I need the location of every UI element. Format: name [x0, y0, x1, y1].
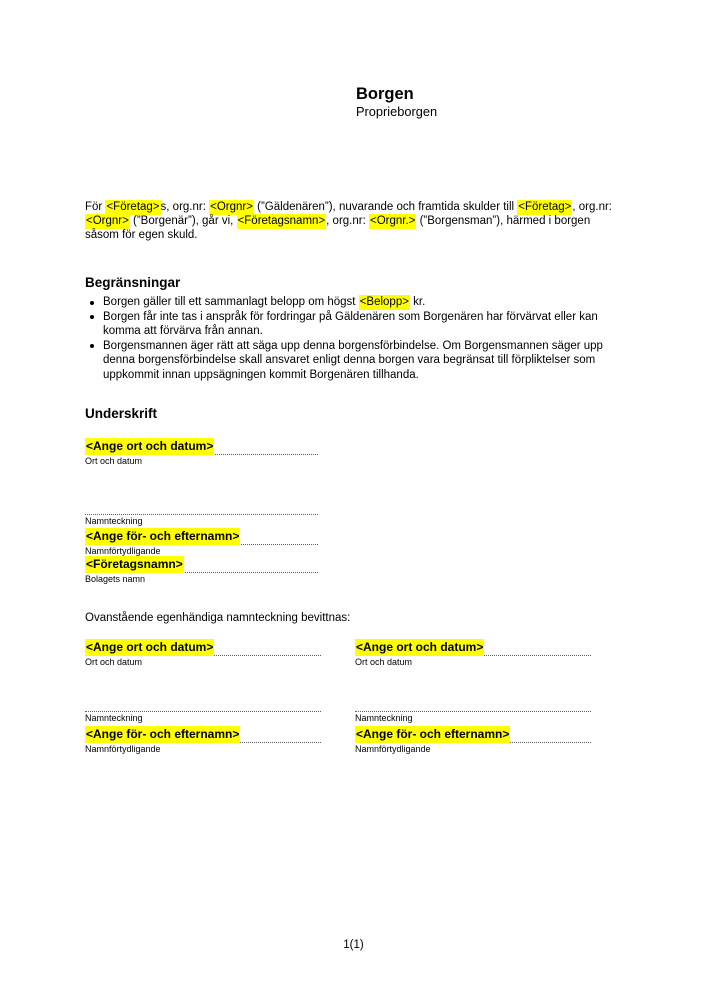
intro-text: (”Borgensman”), härmed i borgen såsom för egen skuld.: [85, 215, 591, 241]
witness-left-place-date-field: [85, 640, 321, 668]
list-item: [85, 310, 625, 339]
placeholder-foretag-1[interactable]: <Företag>: [106, 201, 160, 213]
field-label: Ort och datum: [85, 456, 143, 466]
placeholder-orgnr-2[interactable]: <Orgnr>: [86, 215, 129, 227]
title-block: [356, 85, 437, 120]
field-label: Namnteckning: [85, 516, 143, 526]
intro-text: För: [85, 201, 106, 213]
signature-line-field: [85, 500, 318, 527]
witness-signature-line[interactable]: [355, 697, 591, 712]
intro-paragraph: [85, 200, 627, 242]
intro-text: , org.nr:: [572, 201, 612, 213]
bullet-text: kr.: [409, 296, 426, 308]
witness-name-clarification-value[interactable]: <Ange för- och efternamn>: [85, 727, 321, 743]
place-date-field: [85, 439, 318, 467]
bullet-text: Borgen gäller till ett sammanlagt belopp om högst: [103, 296, 359, 308]
list-item: [85, 339, 625, 383]
bullet-icon: [90, 315, 94, 319]
witness-right-name-clarification-field: [355, 727, 591, 755]
witness-left-name-clarification-field: [85, 727, 321, 755]
intro-text: (”Gäldenären”), nuvarande och framtida skulder till: [253, 201, 518, 213]
signature-line[interactable]: [85, 500, 318, 515]
placeholder-foretagsnamn[interactable]: <Företagsnamn>: [237, 215, 326, 227]
witness-place-date-value[interactable]: <Ange ort och datum>: [85, 640, 321, 656]
bullet-text: Borgensmannen äger rätt att säga upp denna borgensförbindelse. Om Borgensmannen säger upp denna borgensförbindelse skall ansvaret enligt denna borgen vara begränsat till förpliktelser som uppkommit innan uppsägningen kommit Borgenären tillhanda.: [103, 339, 603, 381]
witness-intro: Ovanstående egenhändiga namnteckning bevittnas:: [85, 612, 351, 624]
witness-signature-line[interactable]: [85, 697, 321, 712]
field-label: Ort och datum: [85, 657, 143, 667]
field-label: Namnförtydligande: [85, 744, 161, 754]
placeholder-belopp[interactable]: <Belopp>: [359, 296, 409, 308]
intro-text: (”Borgenär”), går vi,: [129, 215, 237, 227]
list-item: [85, 295, 625, 310]
witness-right-place-date-field: [355, 640, 591, 668]
company-name-value[interactable]: <Företagsnamn>: [85, 557, 318, 573]
field-label: Namnteckning: [85, 713, 143, 723]
name-clarification-field: [85, 529, 318, 557]
limitations-heading: Begränsningar: [85, 275, 181, 290]
field-label: Namnförtydligande: [355, 744, 431, 754]
intro-text: , org.nr:: [326, 215, 369, 227]
field-label: Ort och datum: [355, 657, 413, 667]
witness-left-signature-line-field: [85, 697, 321, 724]
placeholder-orgnr-1[interactable]: <Orgnr>: [210, 201, 253, 213]
place-date-value[interactable]: <Ange ort och datum>: [85, 439, 318, 455]
field-label: Namnförtydligande: [85, 546, 161, 556]
bullet-text: Borgen får inte tas i anspråk för fordringar på Gäldenären som Borgenären har förvärvat eller kan komma att förvärva från annan.: [103, 310, 598, 337]
bullet-icon: [90, 301, 94, 305]
witness-name-clarification-value[interactable]: <Ange för- och efternamn>: [355, 727, 591, 743]
placeholder-foretag-2[interactable]: <Företag>: [518, 201, 572, 213]
witness-right-signature-line-field: [355, 697, 591, 724]
page-number: 1(1): [343, 939, 364, 951]
page-title: Borgen: [356, 85, 414, 103]
field-label: Namnteckning: [355, 713, 413, 723]
page-subtitle: Proprieborgen: [356, 104, 438, 119]
intro-text: s, org.nr:: [160, 201, 210, 213]
field-label: Bolagets namn: [85, 574, 146, 584]
signature-heading: Underskrift: [85, 406, 158, 421]
witness-place-date-value[interactable]: <Ange ort och datum>: [355, 640, 591, 656]
name-clarification-value[interactable]: <Ange för- och efternamn>: [85, 529, 318, 545]
company-name-field: [85, 557, 318, 585]
placeholder-orgnr-3[interactable]: <Orgnr.>: [369, 215, 416, 227]
bullet-icon: [90, 344, 94, 348]
limitations-list: [85, 295, 625, 382]
